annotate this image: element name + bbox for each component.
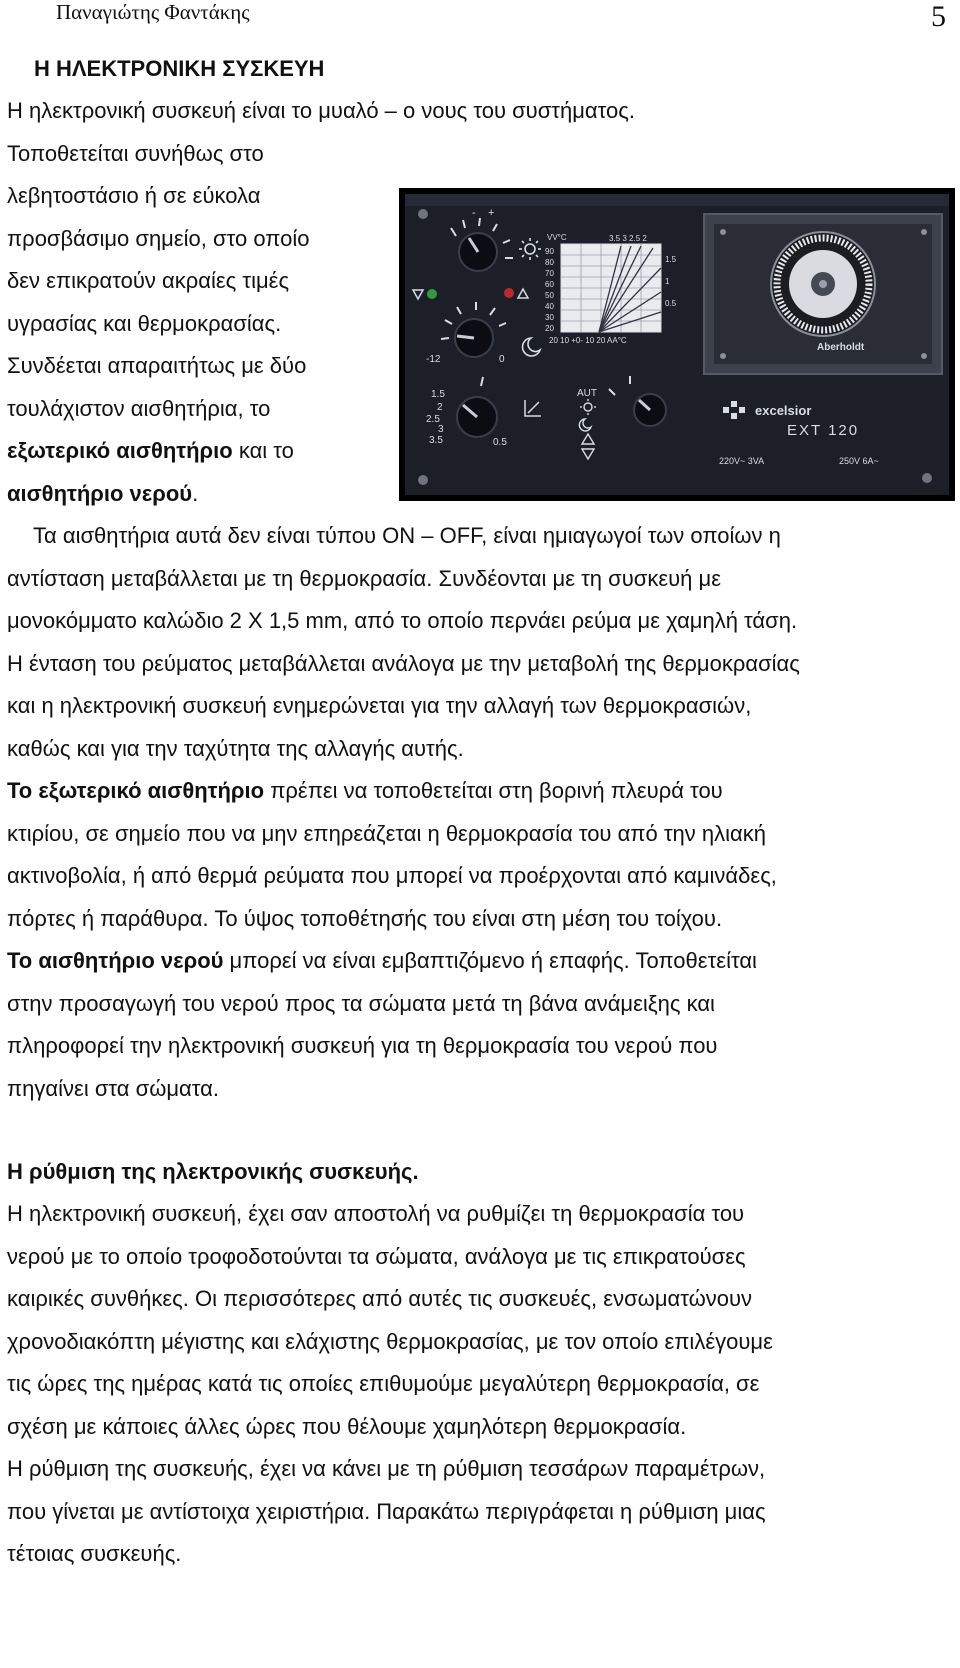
knob3-tick: 3.5 [429,435,443,446]
text-line: Η ηλεκτρονική συσκευή είναι το μυαλό – ο νους του συστήματος. [7,98,635,123]
text-line: τουλάχιστον αισθητήρια, το [7,396,271,421]
right-tick: 0.5 [665,299,677,308]
text-line: και η ηλεκτρονική συσκευή ενημερώνεται για την αλλαγή των θερμοκρασιών, [7,693,752,718]
timer-maker-label: Aberholdt [817,342,865,353]
screw-icon [418,475,428,485]
text-line: ακτινοβολία, ή από θερμά ρεύματα που μπορεί να προέρχονται από καμινάδες, [7,863,777,888]
text-fragment: μπορεί να είναι εμβαπτιζόμενο ή επαφής. Τοποθετείται [223,948,757,973]
text-line [7,438,294,464]
term-outdoor-sensor: Το εξωτερικό αισθητήριο [7,778,265,803]
text-line: καιρικές συνθήκες. Οι περισσότερες από αυτές τις συσκευές, ενσωματώνουν [7,1286,753,1311]
y-tick: 60 [545,280,554,289]
text-line: τις ώρες της ημέρας κατά τις οποίες επιθυμούμε μεγαλύτερη θερμοκρασία, σε [7,1371,760,1396]
knob3-tick: 2.5 [426,414,440,425]
mode-selector-knob[interactable] [634,394,666,426]
text-line: κτιρίου, σε σημείο που να μην επηρεάζεται η θερμοκρασία του από την ηλιακή [7,821,766,846]
text-line: Τα αισθητήρια αυτά δεν είναι τύπου ON – OFF, είναι ημιαγωγοί των οποίων η [33,523,781,548]
y-tick: 20 [545,324,554,333]
heating-curve-chart [561,244,661,332]
screw-icon [418,209,428,219]
text-line: τέτοιας συσκευής. [7,1541,182,1566]
text-line: Η ένταση του ρεύματος μεταβάλλεται ανάλογα με την μεταβολή της θερμοκρασίας [7,651,800,676]
text-line: χρονοδιακόπτη μέγιστης και ελάχιστης θερμοκρασίας, με τον οποίο επιλέγουμε [7,1329,773,1354]
text-line: δεν επικρατούν ακραίες τιμές [7,268,290,293]
curve-slope-knob[interactable] [457,397,497,437]
rating-left: 220V~ 3VA [719,456,765,466]
section-heading-device-adjustment: Η ρύθμιση της ηλεκτρονικής συσκευής. [7,1159,419,1184]
text-line: νερού με το οποίο τροφοδοτούνται τα σώματα, ανάλογα με τις επικρατούσες [7,1244,746,1269]
knob-minus-sign: - [472,207,476,219]
y-tick: 30 [545,313,554,322]
text-line: προσβάσιμο σημείο, στο οποίο [7,226,310,251]
brand-name: excelsior [755,403,812,418]
controller-photo [399,188,955,501]
model-name: EXT 120 [787,422,860,439]
text-line [7,948,757,974]
timer-dial[interactable] [771,232,875,336]
right-tick: 1 [665,277,670,286]
term-water-sensor: Το αισθητήριο νερού [7,948,224,973]
knob3-tick: 3 [438,424,444,435]
text-line: πληροφορεί την ηλεκτρονική συσκευή για τη θερμοκρασία του νερού που [7,1033,718,1058]
term-water-sensor: αισθητήριο νερού [7,481,193,506]
knob2-left-label: -12 [426,354,441,365]
mode-aut-label: AUT [577,388,597,399]
knob2-right-label: 0 [499,354,505,365]
text-line [7,778,723,804]
text-fragment: και το [232,438,294,463]
text-line: Η ρύθμιση της συσκευής, έχει να κάνει με τη ρύθμιση τεσσάρων παραμέτρων, [7,1456,766,1481]
text-line: λεβητοστάσιο ή σε εύκολα [7,183,261,208]
text-fragment: πρέπει να τοποθετείται στη βορινή πλευρά του [264,778,723,803]
text-line: στην προσαγωγή του νερού προς τα σώματα μετά τη βάνα ανάμειξης και [7,991,715,1016]
rating-right: 250V 6A~ [839,456,879,466]
right-tick: 1.5 [665,255,677,264]
text-line: Συνδέεται απαραιτήτως με δύο [7,353,307,378]
y-tick: 50 [545,291,554,300]
text-line: Η ηλεκτρονική συσκευή, έχει σαν αποστολή να ρυθμίζει τη θερμοκρασία του [7,1201,745,1226]
text-line: που γίνεται με αντίστοιχα χειριστήρια. Παρακάτω περιγράφεται η ρύθμιση μιας [7,1499,766,1524]
y-tick: 90 [545,247,554,256]
page-number: 5 [931,0,946,33]
text-line: πόρτες ή παράθυρα. Το ύψος τοποθέτησής του είναι στη μέση του τοίχου. [7,906,723,931]
y-tick: 70 [545,269,554,278]
y-tick: 80 [545,258,554,267]
text-line: σχέση με κάποιες άλλες ώρες που θέλουμε χαμηλότερη θερμοκρασία. [7,1414,687,1439]
text-line [7,481,198,507]
text-fragment: . [192,481,199,506]
running-head-author: Παναγιώτης Φαντάκης [56,0,250,24]
text-line: Τοποθετείται συνήθως στο [7,141,264,166]
text-line: καθώς και για την ταχύτητα της αλλαγής αυτής. [7,736,464,761]
text-line: υγρασίας και θερμοκρασίας. [7,311,282,336]
chart-unit: VV°C [547,233,567,242]
y-tick: 40 [545,302,554,311]
text-line: μονοκόμματο καλώδιο 2 X 1,5 mm, από το οποίο περνάει ρεύμα με χαμηλή τάση. [7,608,798,633]
text-line: αντίσταση μεταβάλλεται με τη θερμοκρασία. Συνδέονται με τη συσκευή με [7,566,722,591]
panel-top-edge [405,194,949,206]
knob3-tick: 0.5 [493,437,507,448]
term-outdoor-sensor: εξωτερικό αισθητήριο [7,438,233,463]
knob3-tick: 2 [437,402,443,413]
chart-x-label: 20 10 +0- 10 20 AA°C [549,336,627,345]
knob-plus-sign: + [488,207,495,219]
section-heading-electronic-device: Η ΗΛΕΚΤΡΟΝΙΚΗ ΣΥΣΚΕΥΗ [34,56,325,81]
screw-icon [922,473,932,483]
text-line: πηγαίνει στα σώματα. [7,1076,219,1101]
chart-top-ticks: 3.5 3 2.5 2 [609,234,647,243]
knob3-tick: 1.5 [431,389,445,400]
